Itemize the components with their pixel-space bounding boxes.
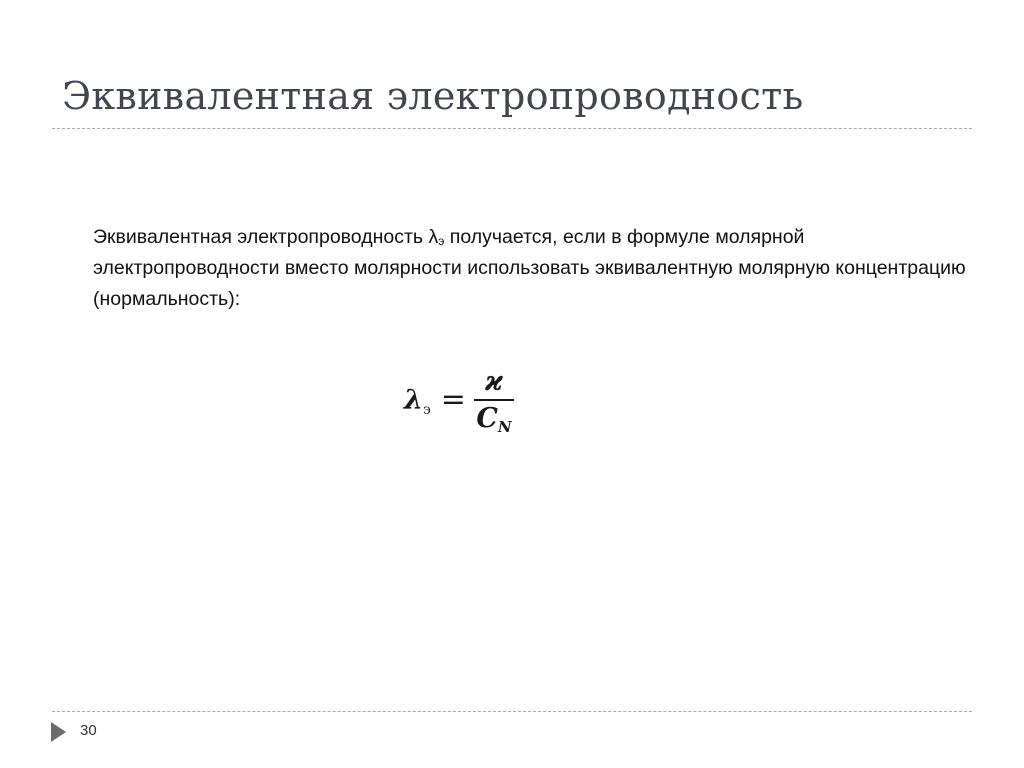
formula-lambda: λ	[404, 384, 423, 416]
page-number: 30	[80, 722, 97, 739]
formula-lambda-subscript: э	[422, 401, 431, 418]
formula-denominator-subscript: N	[497, 417, 512, 436]
fraction-bar	[474, 399, 514, 401]
equivalent-conductivity-formula	[404, 360, 514, 440]
formula-denominator	[476, 404, 511, 434]
body-paragraph	[93, 222, 973, 315]
footer-divider	[52, 711, 972, 712]
formula-equals-sign: =	[440, 382, 466, 417]
slide-title: Эквивалентная электропроводность	[62, 74, 804, 118]
formula-numerator: ϰ	[485, 365, 503, 397]
formula-lhs	[404, 384, 431, 418]
title-divider	[52, 128, 972, 129]
lambda-symbol: λ	[428, 226, 439, 248]
paragraph-text-end: получается, если в формуле молярной электропроводности вместо молярности использовать эквивалентную молярную концентрацию (нормальность):	[93, 226, 966, 310]
formula-fraction	[474, 367, 514, 434]
triangle-right-icon	[51, 722, 66, 742]
formula-denominator-letter: C	[476, 402, 498, 434]
lambda-subscript: э	[438, 234, 445, 248]
paragraph-text-start: Эквивалентная электропроводность	[93, 226, 429, 248]
